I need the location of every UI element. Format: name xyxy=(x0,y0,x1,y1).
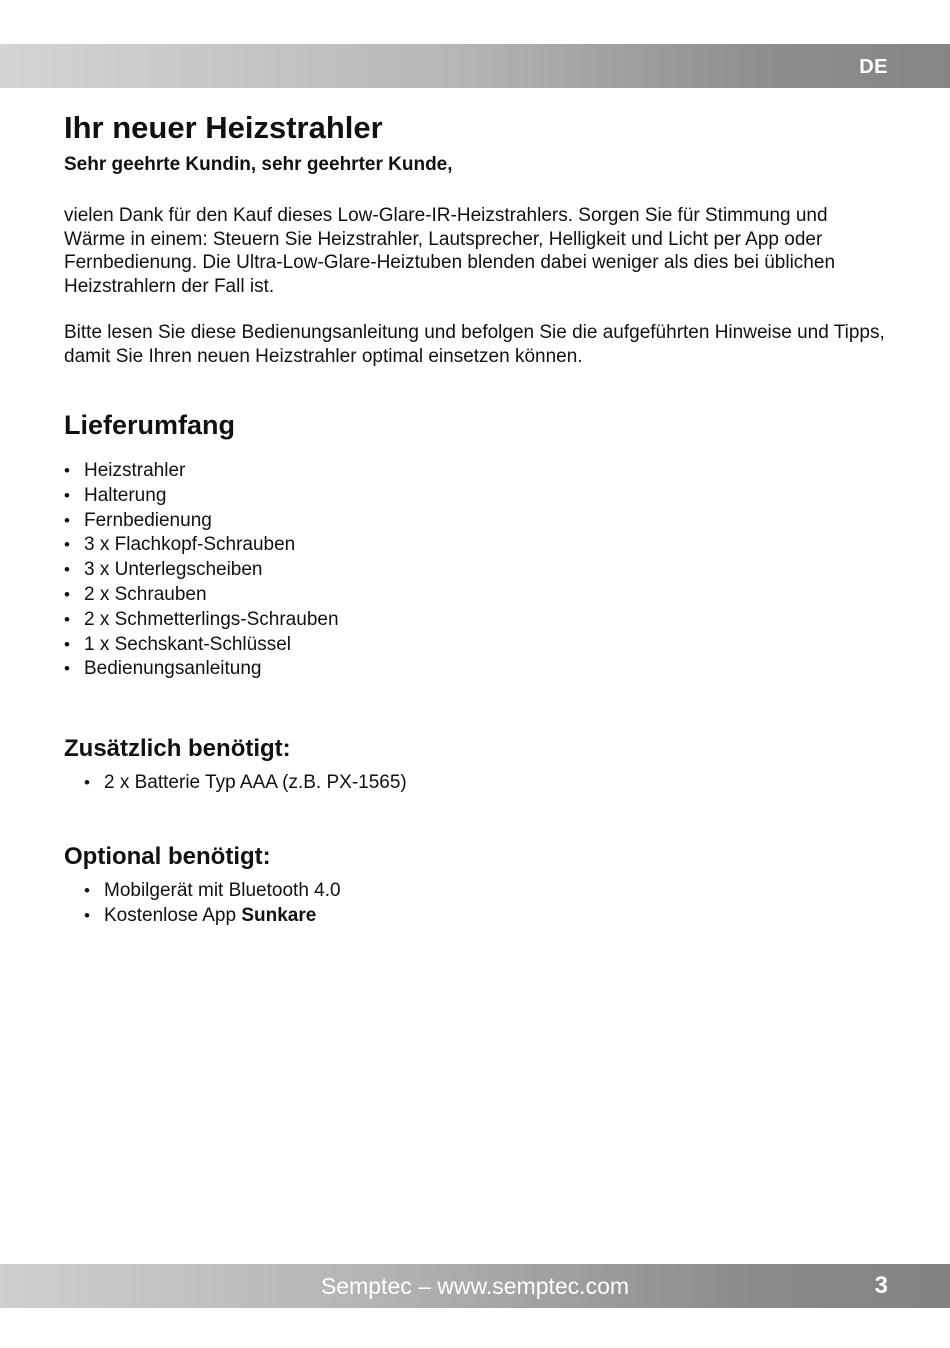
list-item xyxy=(84,879,894,904)
list-item-text: 3 x Unterlegscheiben xyxy=(84,559,263,581)
list-item-text: 2 x Schrauben xyxy=(84,583,207,605)
list-item xyxy=(64,509,894,534)
bullet-icon: • xyxy=(64,584,70,604)
list-item xyxy=(64,633,894,658)
main-content xyxy=(64,108,894,929)
list-item xyxy=(64,608,894,633)
salutation: Sehr geehrte Kundin, sehr geehrter Kunde, xyxy=(64,154,453,175)
list-item-text: Heizstrahler xyxy=(84,460,186,481)
bullet-icon: • xyxy=(64,609,70,629)
list-item-text: 2 x Batterie Typ AAA (z.B. PX-1565) xyxy=(104,772,407,794)
optional-list xyxy=(64,879,894,929)
list-item xyxy=(64,533,894,558)
list-item xyxy=(64,657,894,682)
bullet-icon: • xyxy=(64,461,70,480)
bullet-icon: • xyxy=(64,634,70,654)
intro-paragraph: vielen Dank für den Kauf dieses Low-Glare-IR-Heizstrahlers. Sorgen Sie für Stimmung und Wärme in einem: Steuern Sie Heizstrahler, Lautsprecher, Helligkeit und Licht per App oder Fernbedienung. Die Ultra-Low-Glare-Heiztuben blenden dabei weniger als dies bei üblichen Heizstrahlern der Fall ist. xyxy=(64,205,836,297)
bullet-icon: • xyxy=(64,659,70,679)
app-label-text: Kostenlose App xyxy=(104,904,242,926)
bullet-icon: • xyxy=(64,485,70,505)
page-title: Ihr neuer Heizstrahler xyxy=(64,110,383,145)
lieferumfang-list xyxy=(64,459,894,682)
section-heading-zusaetzlich: Zusätzlich benötigt: xyxy=(64,735,291,763)
footer-bar xyxy=(0,1264,950,1308)
list-item-text: Fernbedienung xyxy=(84,509,212,531)
bullet-icon: • xyxy=(84,773,90,793)
list-item-text: Mobilgerät mit Bluetooth 4.0 xyxy=(104,879,341,901)
list-item-text: 1 x Sechskant-Schlüssel xyxy=(84,633,291,655)
list-item xyxy=(64,583,894,608)
list-item xyxy=(84,904,894,929)
section-heading-optional: Optional benötigt: xyxy=(64,842,271,870)
language-tag: DE xyxy=(859,56,888,78)
list-item-text: Halterung xyxy=(84,484,167,506)
list-item xyxy=(64,484,894,509)
footer-brand-url: Semptec – www.semptec.com xyxy=(320,1273,630,1299)
list-item xyxy=(64,459,894,484)
list-item-text: 3 x Flachkopf-Schrauben xyxy=(84,534,296,556)
instructions-paragraph: Bitte lesen Sie diese Bedienungsanleitung und befolgen Sie die aufgeführten Hinweise und Tipps, damit Sie Ihren neuen Heizstrahler optimal einsetzen können. xyxy=(64,322,885,367)
bullet-icon: • xyxy=(84,905,90,925)
zusaetzlich-list xyxy=(64,771,894,796)
header-bar xyxy=(0,44,950,88)
bullet-icon: • xyxy=(64,560,70,580)
bullet-icon: • xyxy=(64,510,70,530)
page-number: 3 xyxy=(874,1272,888,1299)
list-item-text: Bedienungsanleitung xyxy=(84,658,262,680)
list-item-text: 2 x Schmetterlings-Schrauben xyxy=(84,608,339,630)
bullet-icon: • xyxy=(84,880,90,900)
list-item xyxy=(64,558,894,583)
list-item xyxy=(84,771,894,796)
bullet-icon: • xyxy=(64,535,70,555)
section-heading-lieferumfang: Lieferumfang xyxy=(64,410,236,440)
list-item-text xyxy=(104,904,316,929)
app-name: Sunkare xyxy=(241,904,317,926)
